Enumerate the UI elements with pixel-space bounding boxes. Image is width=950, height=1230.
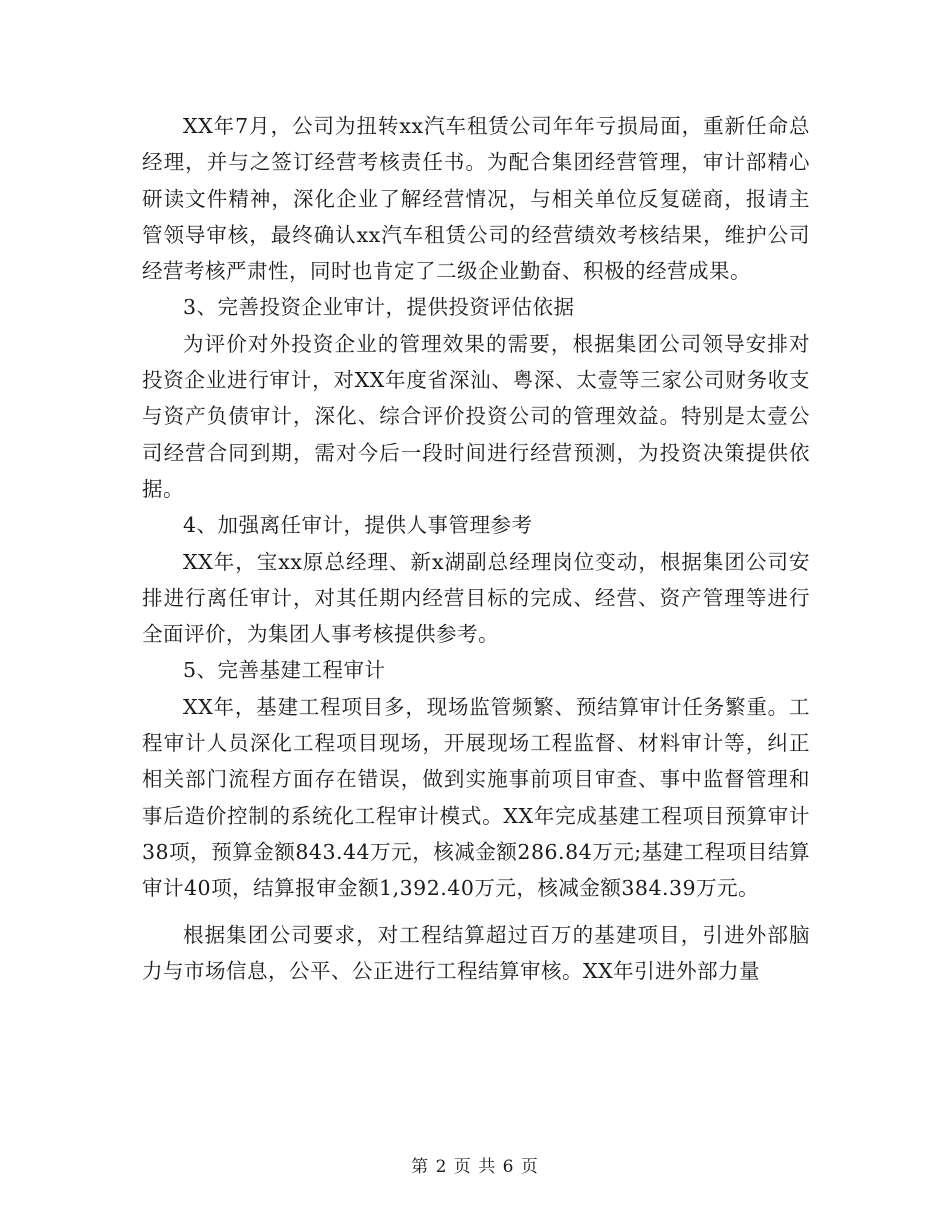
section-heading-investment-audit: 3、完善投资企业审计，提供投资评估依据 <box>183 295 575 320</box>
paragraph-external-review: 根据集团公司要求，对工程结算超过百万的基建项目，引进外部脑力与市场信息，公平、公正进行工程结算审核。XX年引进外部力量 <box>142 922 810 983</box>
paragraph-departure-audit: XX年，宝xx原总经理、新x湖副总经理岗位变动，根据集团公司安排进行离任审计，对其任期内经营目标的完成、经营、资产管理等进行全面评价，为集团人事考核提供参考。 <box>142 549 810 647</box>
document-body <box>142 108 810 989</box>
paragraph-lease-company-assessment: XX年7月，公司为扭转xx汽车租赁公司年年亏损局面，重新任命总经理，并与之签订经营考核责任书。为配合集团经营管理，审计部精心研读文件精神，深化企业了解经营情况，与相关单位反复磋商，报请主管领导审核，最终确认xx汽车租赁公司的经营绩效考核结果，维护公司经营考核严肃性，同时也肯定了二级企业勤奋、积极的经营成果。 <box>142 114 810 284</box>
paragraph-construction-audit: XX年，基建工程项目多，现场监管频繁、预结算审计任务繁重。工程审计人员深化工程项目现场，开展现场工程监督、材料审计等，纠正相关部门流程方面存在错误，做到实施事前项目审查、事中监督管理和事后造价控制的系统化工程审计模式。XX年完成基建工程项目预算审计38项，预算金额843.44万元，核减金额286.84万元;基建工程项目结算审计40项，结算报审金额1,392.40万元，核减金额384.39万元。 <box>142 694 810 901</box>
section-heading-construction-audit: 5、完善基建工程审计 <box>183 658 386 683</box>
page-number-footer: 第 2 页 共 6 页 <box>411 1157 539 1177</box>
paragraph-investment-audit: 为评价对外投资企业的管理效果的需要，根据集团公司领导安排对投资企业进行审计，对XX年度省深汕、粤深、太壹等三家公司财务收支与资产负债审计，深化、综合评价投资公司的管理效益。特别是太壹公司经营合同到期，需对今后一段时间进行经营预测，为投资决策提供依据。 <box>142 331 810 501</box>
section-heading-departure-audit: 4、加强离任审计，提供人事管理参考 <box>183 513 533 538</box>
